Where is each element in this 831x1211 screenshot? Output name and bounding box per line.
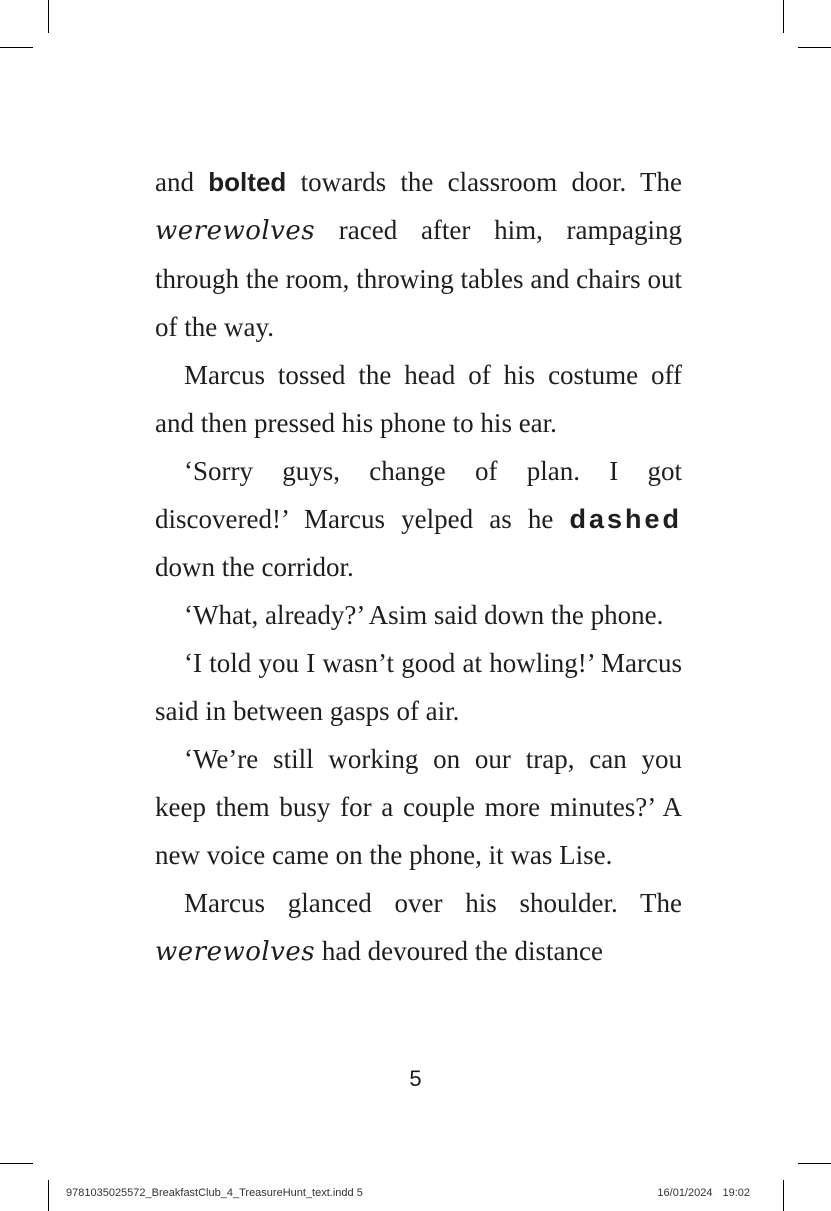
text-run: ‘Sorry guys, change of plan. I got discovered!’ Marcus yelped as he	[155, 456, 682, 534]
crop-mark-top-right-vertical	[783, 0, 784, 33]
text-run: had devoured the distance	[315, 936, 603, 966]
emphasis-bolted: bolted	[208, 167, 287, 197]
crop-mark-top-left-vertical	[48, 0, 49, 33]
paragraph-6: ‘We’re still working on our trap, can you keep them busy for a couple more minutes?’ A new voice came on the phone, it was Lise.	[155, 744, 682, 870]
paragraph-5: ‘I told you I wasn’t good at howling!’ Marcus said in between gasps of air.	[155, 648, 682, 726]
paragraph-7	[155, 879, 682, 976]
text-run: towards the classroom door. The	[286, 167, 683, 197]
text-run: down the corridor.	[155, 552, 354, 582]
text-run: and	[155, 167, 209, 197]
paragraph-1	[155, 158, 682, 351]
slug-time: 19:02	[722, 1187, 750, 1199]
paragraph-2: Marcus tossed the head of his costume off and then pressed his phone to his ear.	[155, 360, 682, 438]
crop-mark-top-left-horizontal	[0, 47, 33, 48]
crop-mark-top-right-horizontal	[798, 47, 831, 48]
paragraph-3	[155, 447, 682, 591]
crop-mark-bottom-right-vertical	[783, 1180, 784, 1211]
crop-mark-bottom-left-horizontal	[0, 1163, 33, 1164]
paragraph-4: ‘What, already?’ Asim said down the phone.	[184, 600, 664, 630]
slug-filename: 9781035025572_BreakfastClub_4_TreasureHunt_text.indd 5	[66, 1187, 363, 1199]
crop-mark-bottom-left-vertical	[48, 1180, 49, 1211]
text-run: Marcus glanced over his shoulder. The	[184, 888, 682, 918]
slug-timestamp	[657, 1187, 750, 1199]
emphasis-werewolves: werewolves	[155, 937, 316, 967]
text-run: raced after him, rampaging through the room, throwing tables and chairs out of the way.	[155, 215, 682, 342]
story-text	[155, 158, 682, 976]
slug-date: 16/01/2024	[657, 1187, 713, 1199]
emphasis-werewolves: werewolves	[155, 216, 316, 246]
crop-mark-bottom-right-horizontal	[798, 1163, 831, 1164]
emphasis-dashed: dashed	[569, 504, 682, 534]
page-number: 5	[409, 1066, 422, 1091]
